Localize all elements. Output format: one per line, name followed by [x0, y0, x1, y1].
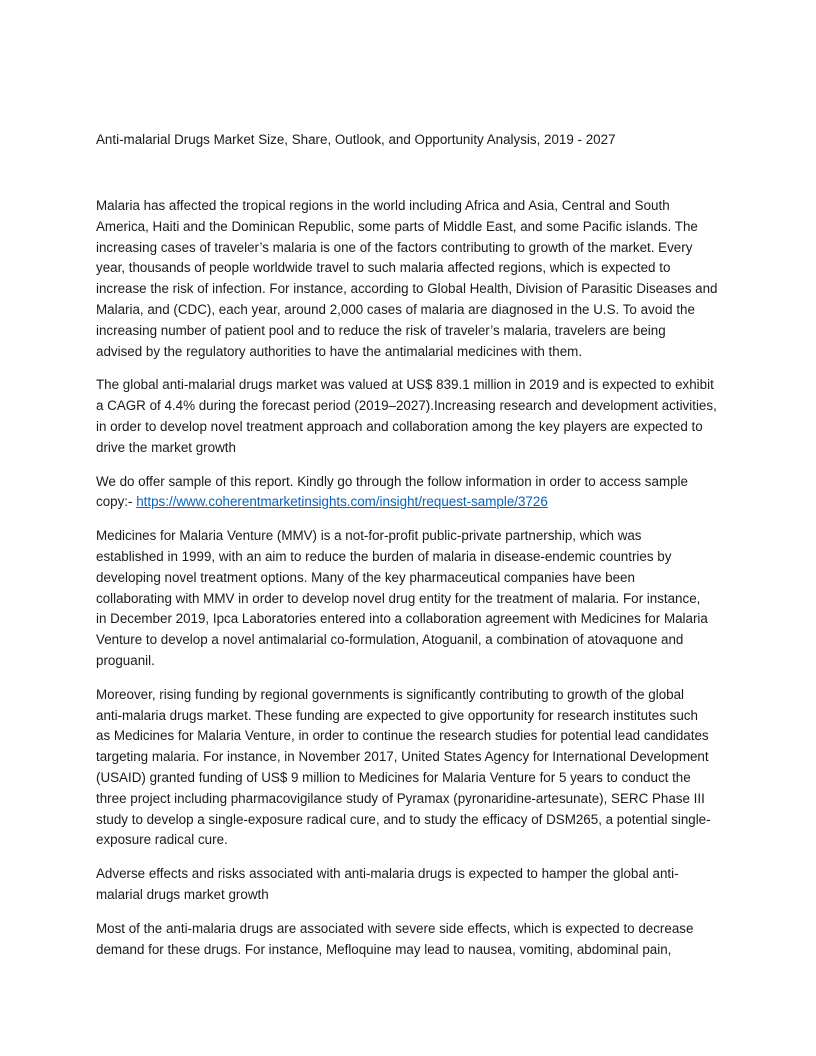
text-line: in December 2019, Ipca Laboratories entered into a collaboration agreement with Medicines for Malaria: [96, 611, 708, 627]
text-line: study to develop a single-exposure radical cure, and to study the efficacy of DSM265, a potential single-: [96, 811, 711, 827]
text-line: anti-malaria drugs market. These funding are expected to give opportunity for research institutes such: [96, 707, 698, 723]
text-line: demand for these drugs. For instance, Mefloquine may lead to nausea, vomiting, abdominal pain,: [96, 941, 672, 957]
paragraph: [96, 526, 736, 672]
paragraph: [96, 685, 736, 851]
text-line: developing novel treatment options. Many of the key pharmaceutical companies have been: [96, 569, 635, 585]
text-line: increasing cases of traveler’s malaria is one of the factors contributing to growth of the market. Every: [96, 239, 693, 255]
paragraph: [96, 919, 736, 961]
text-line: (USAID) granted funding of US$ 9 million to Medicines for Malaria Venture for 5 years to conduct the: [96, 769, 691, 785]
text-line: increasing number of patient pool and to reduce the risk of traveler’s malaria, travelers are being: [96, 322, 666, 338]
text-line: a CAGR of 4.4% during the forecast period (2019–2027).Increasing research and development activities,: [96, 398, 717, 414]
text-line: The global anti-malarial drugs market was valued at US$ 839.1 million in 2019 and is expected to exhibit: [96, 377, 714, 393]
text-line: malarial drugs market growth: [96, 886, 269, 902]
text-line: targeting malaria. For instance, in November 2017, United States Agency for International Development: [96, 749, 709, 765]
text-line: Medicines for Malaria Venture (MMV) is a not-for-profit public-private partnership, which was: [96, 528, 642, 544]
text-line: established in 1999, with an aim to reduce the burden of malaria in disease-endemic countries by: [96, 548, 672, 564]
text-line: Malaria, and (CDC), each year, around 2,000 cases of malaria are diagnosed in the U.S. To avoid the: [96, 301, 695, 317]
text-line: increase the risk of infection. For instance, according to Global Health, Division of Parasitic Diseases and: [96, 281, 718, 297]
text-line: collaborating with MMV in order to develop novel drug entity for the treatment of malaria. For instance,: [96, 590, 701, 606]
text-line: advised by the regulatory authorities to have the antimalarial medicines with them.: [96, 343, 583, 359]
text-line: three project including pharmacovigilance study of Pyramax (pyronaridine-artesunate), SERC Phase III: [96, 790, 705, 806]
text-line: year, thousands of people worldwide travel to such malaria affected regions, which is expected to: [96, 260, 671, 276]
paragraph: [96, 196, 736, 362]
text-line: Venture to develop a novel antimalarial co-formulation, Atoguanil, a combination of atovaquone and: [96, 632, 684, 648]
text-line: Moreover, rising funding by regional governments is significantly contributing to growth of the global: [96, 686, 685, 702]
paragraph: [96, 864, 736, 906]
document-body: [96, 196, 736, 973]
text-line: Malaria has affected the tropical regions in the world including Africa and Asia, Central and South: [96, 198, 670, 213]
link-prefix: copy:-: [96, 494, 137, 510]
text-line: exposure radical cure.: [96, 832, 228, 848]
text-line: in order to develop novel treatment approach and collaboration among the key players are expected to: [96, 418, 703, 434]
document-title: Anti-malarial Drugs Market Size, Share, Outlook, and Opportunity Analysis, 2019 - 2027: [96, 132, 616, 147]
text-line: Most of the anti-malaria drugs are associated with severe side effects, which is expected to decrease: [96, 920, 694, 936]
text-line: We do offer sample of this report. Kindly go through the follow information in order to access sample: [96, 473, 688, 489]
text-line-with-link: [96, 492, 736, 513]
paragraph: [96, 472, 736, 514]
text-line: America, Haiti and the Dominican Republic, some parts of Middle East, and some Pacific islands. The: [96, 218, 698, 234]
text-line: as Medicines for Malaria Venture, in order to continue the research studies for potential lead candidates: [96, 728, 709, 744]
text-line: Adverse effects and risks associated with anti-malaria drugs is expected to hamper the global anti-: [96, 866, 679, 882]
paragraph: [96, 375, 736, 458]
request-sample-link[interactable]: https://www.coherentmarketinsights.com/insight/request-sample/3726: [136, 494, 548, 510]
text-line: proguanil.: [96, 652, 155, 668]
text-line: drive the market growth: [96, 439, 236, 455]
